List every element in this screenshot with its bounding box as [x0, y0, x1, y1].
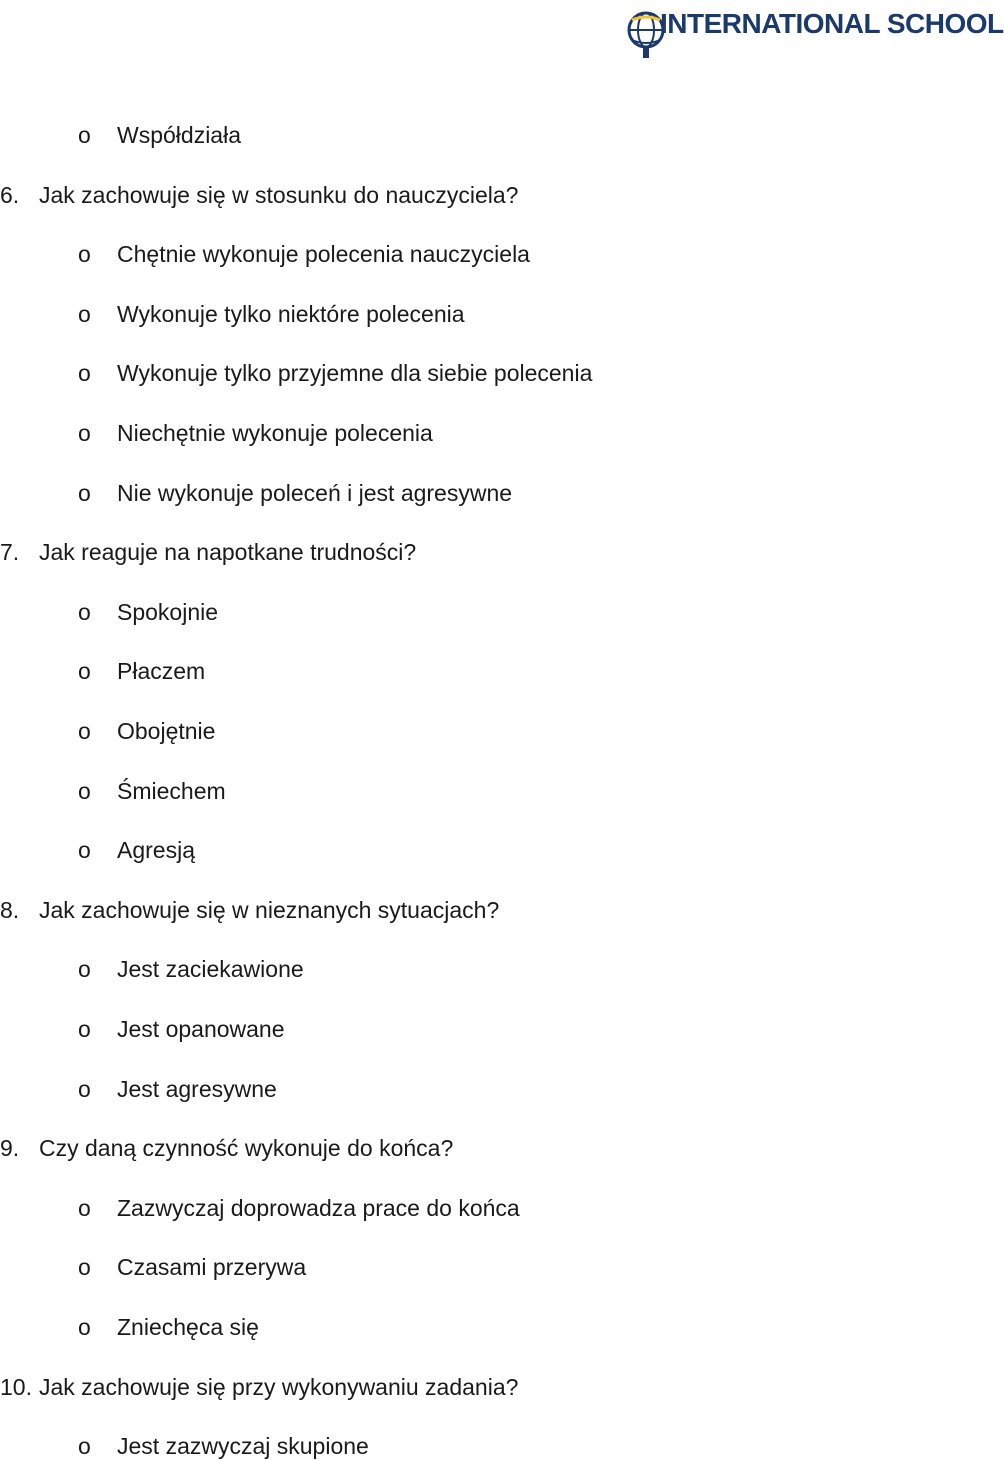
- question-text: Jak zachowuje się w stosunku do nauczyciela?: [39, 182, 519, 208]
- option-text: Zazwyczaj doprowadza prace do końca: [117, 1195, 520, 1221]
- option-text: Wykonuje tylko niektóre polecenia: [117, 301, 465, 327]
- bullet: o: [78, 956, 91, 982]
- option-text: Współdziała: [117, 122, 241, 148]
- bullet: o: [78, 1314, 91, 1340]
- bullet: o: [78, 360, 91, 386]
- question-text: Jak zachowuje się w nieznanych sytuacjach?: [39, 897, 500, 923]
- option-text: Jest zaciekawione: [117, 956, 304, 982]
- bullet: o: [78, 122, 91, 148]
- bullet: o: [78, 1254, 91, 1280]
- bullet: o: [78, 480, 91, 506]
- option-text: Jest agresywne: [117, 1076, 277, 1102]
- option-text: Jest opanowane: [117, 1016, 285, 1042]
- option-text: Spokojnie: [117, 599, 219, 625]
- bullet: o: [78, 837, 91, 863]
- bullet: o: [78, 599, 91, 625]
- option-text: Nie wykonuje poleceń i jest agresywne: [117, 480, 513, 506]
- question-number: 8.: [0, 897, 20, 923]
- bullet: o: [78, 1016, 91, 1042]
- option-text: Obojętnie: [117, 718, 216, 744]
- question-number: 9.: [0, 1135, 20, 1161]
- option-text: Zniechęca się: [117, 1314, 259, 1340]
- bullet: o: [78, 718, 91, 744]
- question-number: 6.: [0, 182, 20, 208]
- bullet: o: [78, 241, 91, 267]
- question-text: Jak zachowuje się przy wykonywaniu zadania?: [39, 1374, 519, 1400]
- option-text: Wykonuje tylko przyjemne dla siebie polecenia: [117, 360, 593, 386]
- option-text: Płaczem: [117, 658, 206, 684]
- bullet: o: [78, 1433, 91, 1459]
- option-text: Niechętnie wykonuje polecenia: [117, 420, 433, 446]
- bullet: o: [78, 301, 91, 327]
- question-number: 7.: [0, 539, 20, 565]
- question-text: Jak reaguje na napotkane trudności?: [39, 539, 417, 565]
- option-text: Agresją: [117, 837, 195, 863]
- bullet: o: [78, 1195, 91, 1221]
- option-text: Śmiechem: [117, 778, 226, 804]
- option-text: Czasami przerywa: [117, 1254, 307, 1280]
- school-logo: [626, 2, 1004, 60]
- bullet: o: [78, 778, 91, 804]
- logo-text: INTERNATIONAL SCHOOL: [660, 8, 1004, 39]
- bullet: o: [78, 1076, 91, 1102]
- option-text: Chętnie wykonuje polecenia nauczyciela: [117, 241, 530, 267]
- question-text: Czy daną czynność wykonuje do końca?: [39, 1135, 454, 1161]
- bullet: o: [78, 658, 91, 684]
- bullet: o: [78, 420, 91, 446]
- question-number: 10.: [0, 1374, 32, 1400]
- option-text: Jest zazwyczaj skupione: [117, 1433, 369, 1459]
